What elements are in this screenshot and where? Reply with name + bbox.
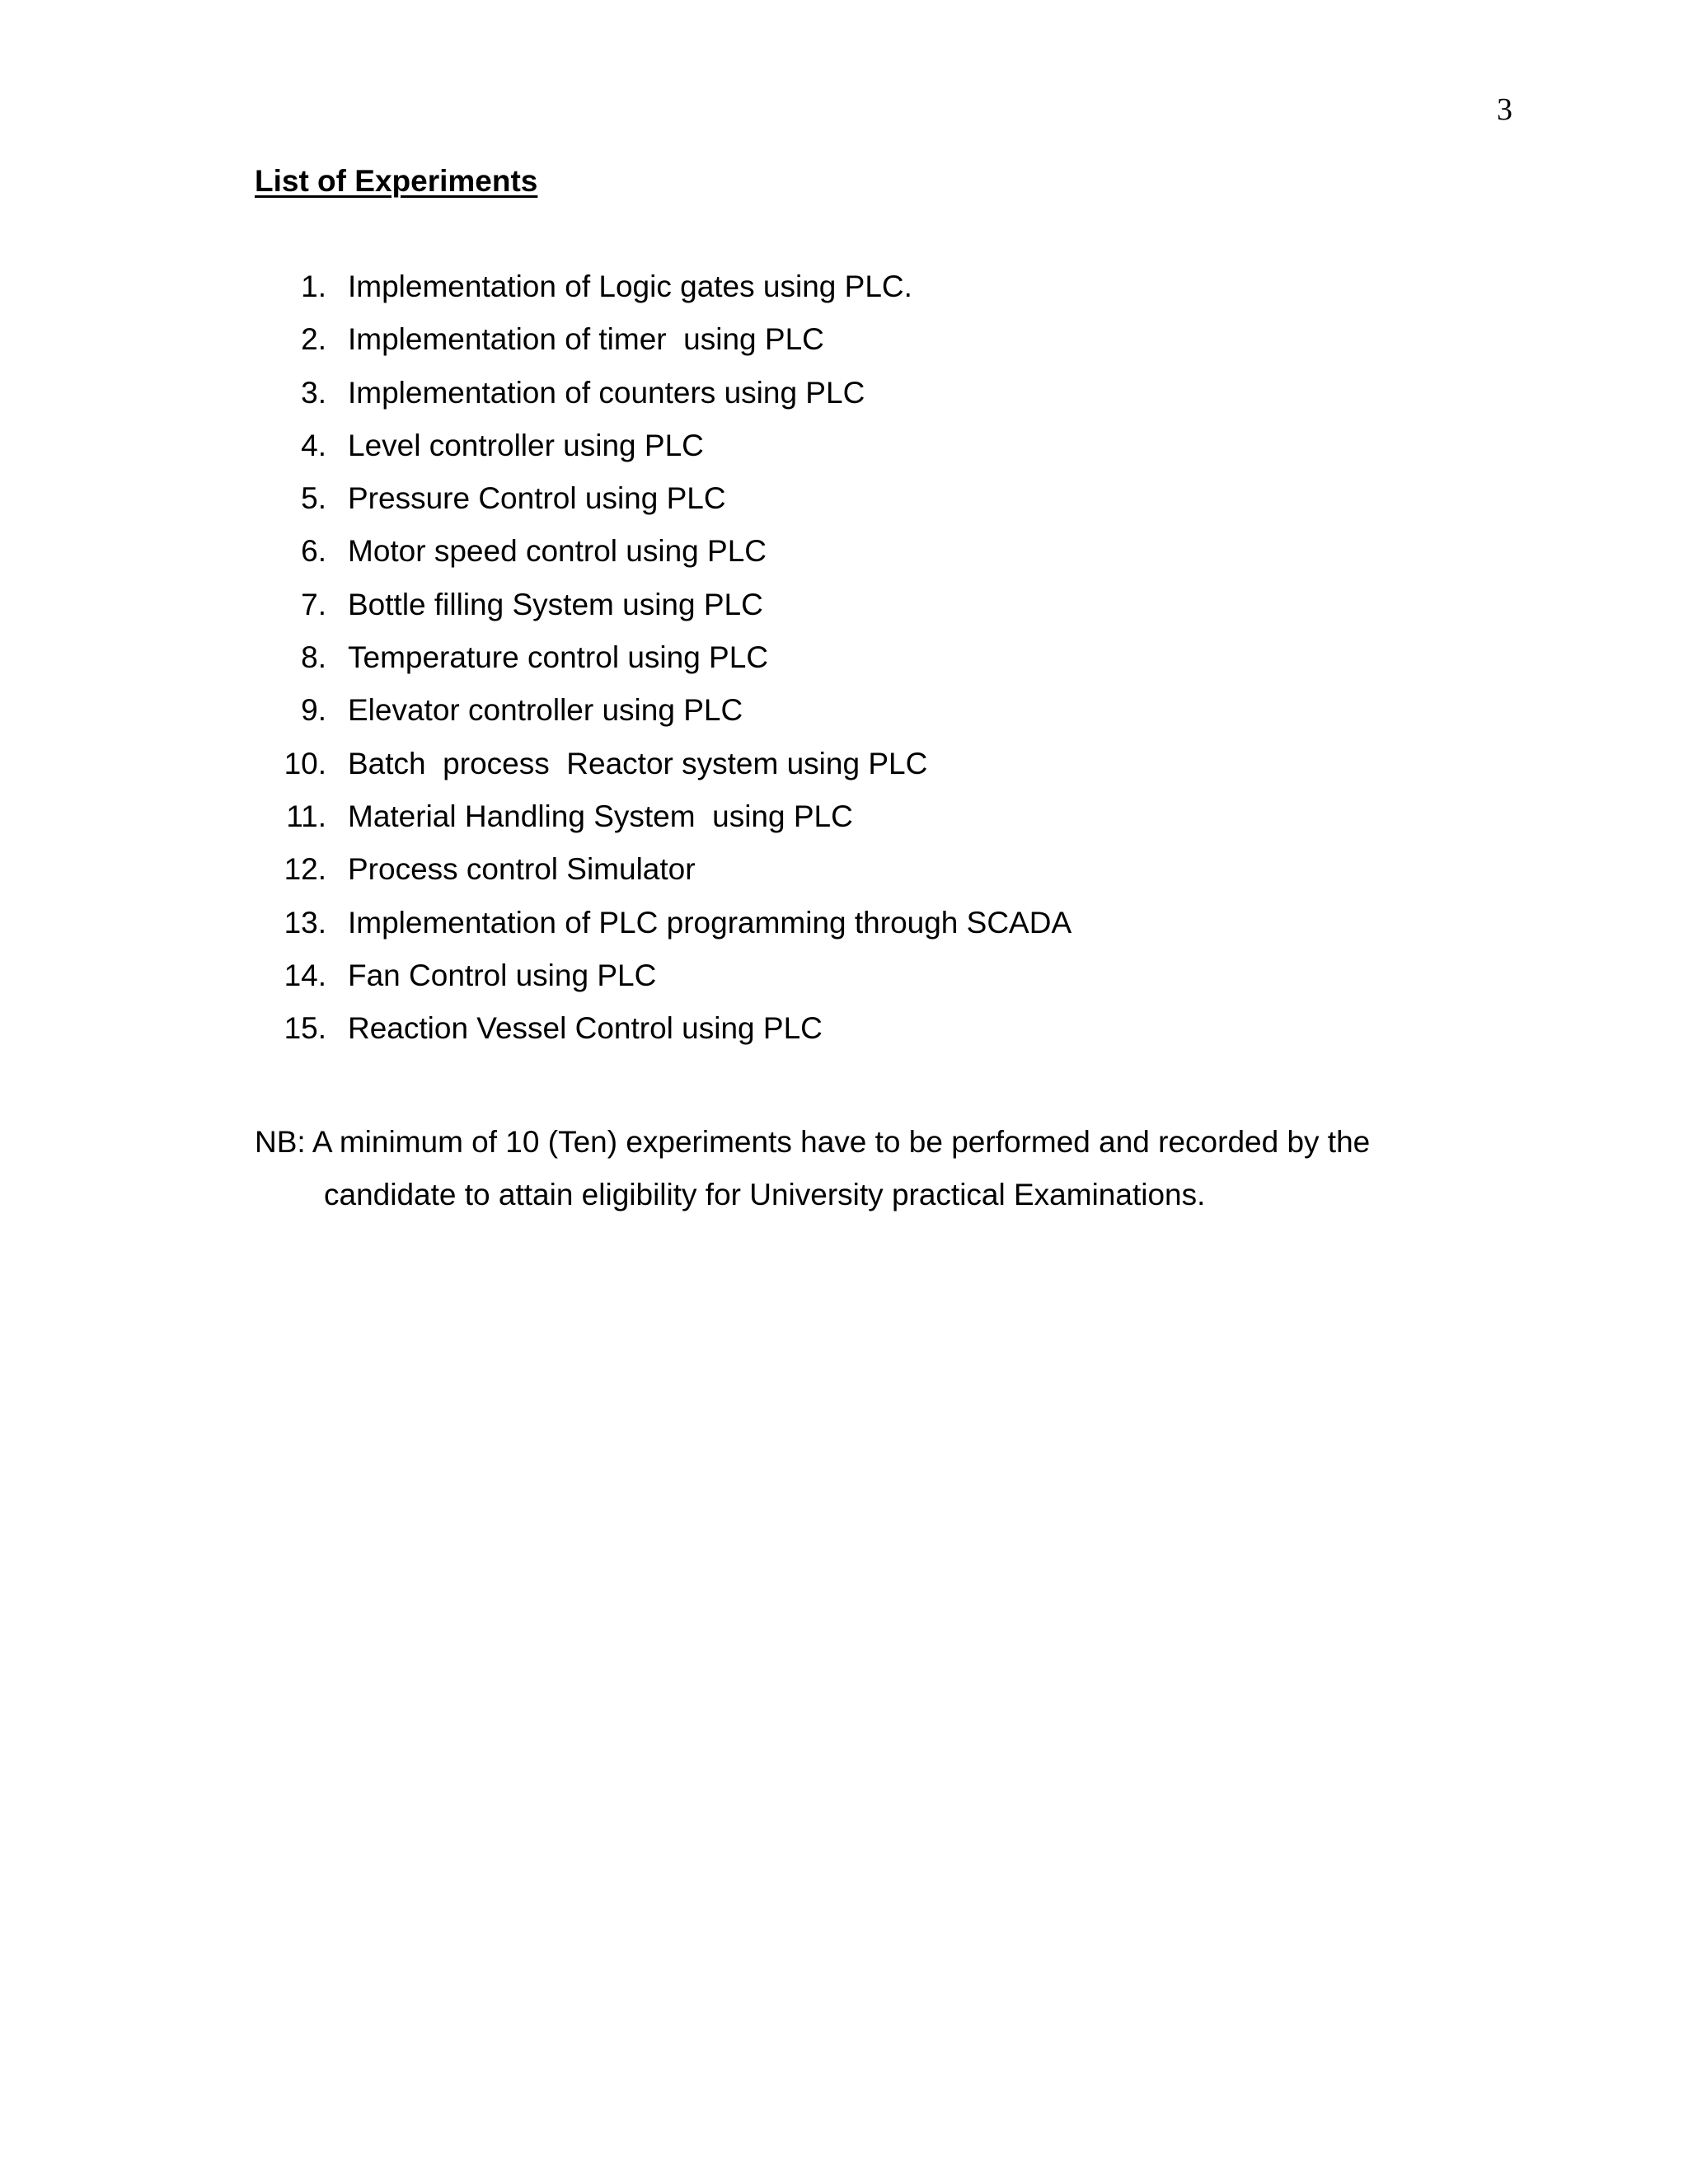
page-number: 3 [1497,92,1512,127]
list-item [272,373,1071,426]
list-item [272,532,1071,584]
list-item-text: Elevator controller using PLC [348,693,743,728]
list-item-number: 9. [301,693,326,728]
list-item-text: Material Handling System using PLC [348,799,853,833]
list-item-text: Motor speed control using PLC [348,534,767,569]
list-item-number: 15. [284,1011,326,1046]
list-item [272,1009,1071,1062]
list-item [272,797,1071,850]
list-item-text: Level controller using PLC [348,428,704,462]
list-item-text: Bottle filling System using PLC [348,587,763,621]
list-item-number: 7. [301,587,326,621]
page-title: List of Experiments [255,164,538,198]
list-item [272,320,1071,373]
list-item [272,691,1071,743]
list-item-number: 6. [301,534,326,569]
list-item-number: 2. [301,322,326,357]
list-item-text: Batch process Reactor system using PLC [348,746,928,780]
list-item [272,956,1071,1009]
list-item-number: 13. [284,905,326,940]
list-item-number: 12. [284,852,326,887]
list-item-number: 4. [301,428,326,462]
list-item-text: Reaction Vessel Control using PLC [348,1011,823,1046]
note-line-1: NB: A minimum of 10 (Ten) experiments have to be performed and recorded by the [255,1125,1371,1159]
list-item-text: Implementation of Logic gates using PLC. [348,269,912,303]
experiment-list [272,267,1071,1062]
list-item-text: Temperature control using PLC [348,640,769,675]
list-item-text: Fan Control using PLC [348,958,657,992]
list-item-number: 3. [301,375,326,410]
list-item-number: 11. [286,799,326,833]
note-line-2: candidate to attain eligibility for University practical Examinations. [324,1178,1206,1212]
list-item-number: 1. [301,269,326,303]
eligibility-note [255,1116,1491,1221]
list-item-text: Implementation of timer using PLC [348,322,824,357]
list-item [272,903,1071,956]
list-item-number: 10. [284,746,326,780]
list-item [272,638,1071,691]
list-item-number: 5. [301,481,326,516]
list-item [272,850,1071,902]
list-item [272,267,1071,320]
list-item-text: Process control Simulator [348,852,696,887]
list-item-text: Implementation of PLC programming through SCADA [348,905,1072,940]
list-item-number: 14. [284,958,326,992]
list-item-number: 8. [301,640,326,675]
list-item-text: Pressure Control using PLC [348,481,726,516]
list-item [272,479,1071,532]
list-item-text: Implementation of counters using PLC [348,375,865,410]
list-item [272,744,1071,797]
list-item [272,585,1071,638]
list-item [272,426,1071,479]
